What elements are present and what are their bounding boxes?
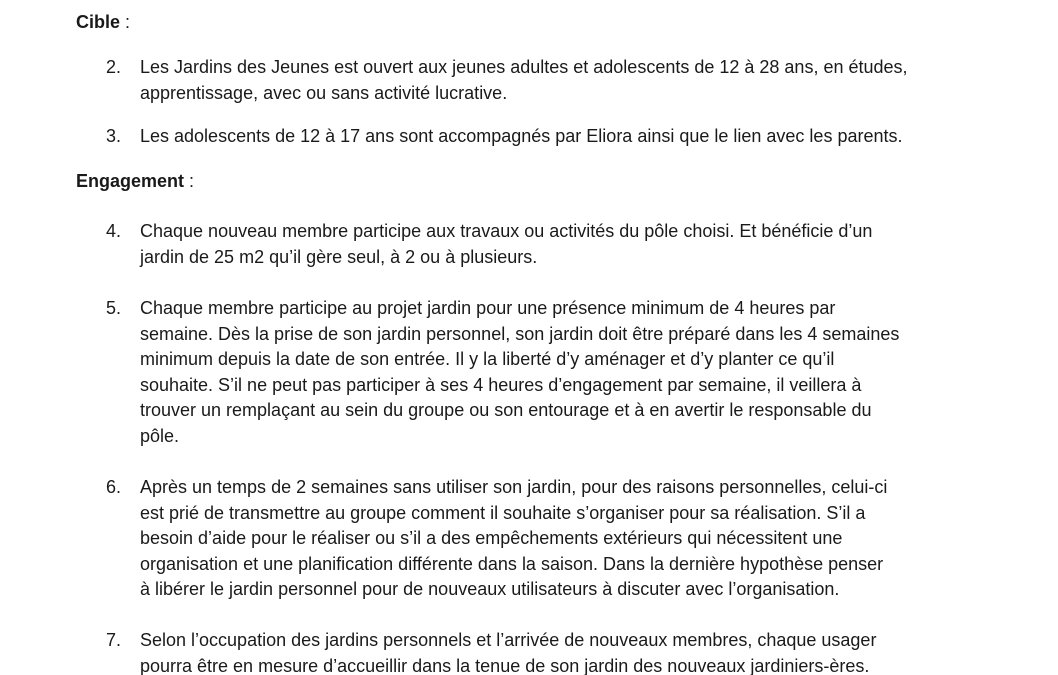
list-item-text: Les Jardins des Jeunes est ouvert aux jeunes adultes et adolescents de 12 à 28 ans, en études, apprentissage, avec ou sans activité lucrative. xyxy=(140,57,908,103)
list-item-text: Les adolescents de 12 à 17 ans sont accompagnés par Eliora ainsi que le lien avec les parents. xyxy=(140,126,903,146)
section-heading-cible xyxy=(76,9,130,35)
list-item-text: Après un temps de 2 semaines sans utiliser son jardin, pour des raisons personnelles, celui-ci est prié de transmettre au groupe comment il souhaite s’organiser pour sa réalisation. S’il a besoin d’aide pour le réaliser ou s’il a des empêchements extérieurs qui nécessitent une organisation et une planification différente dans la saison. Dans la dernière hypothèse penser à libérer le jardin personnel pour de nouveaux utilisateurs à discuter avec l’organisation. xyxy=(140,477,888,600)
list-item-text: Chaque membre participe au projet jardin pour une présence minimum de 4 heures par semaine. Dès la prise de son jardin personnel, son jardin doit être préparé dans les 4 semaines minimum depuis la date de son entrée. Il y la liberté d’y aménager et d’y planter ce qu’il souhaite. S’il ne peut pas participer à ses 4 heures d’engagement par semaine, il veillera à trouver un remplaçant au sein du groupe ou son entourage et à en avertir le responsable du pôle. xyxy=(140,298,900,446)
list-item xyxy=(106,475,996,603)
list-item xyxy=(106,628,996,675)
list-item xyxy=(106,124,996,150)
section-suffix: : xyxy=(120,12,131,32)
list-item-number: 5. xyxy=(106,298,122,318)
list-item-number: 4. xyxy=(106,221,122,241)
section-title: Cible xyxy=(76,12,121,32)
list-item-number: 6. xyxy=(106,477,122,497)
list-item-number: 3. xyxy=(106,126,122,146)
list-item-number: 7. xyxy=(106,630,122,650)
list-item xyxy=(106,296,996,450)
list-item-number: 2. xyxy=(106,57,122,77)
list-item-text: Chaque nouveau membre participe aux travaux ou activités du pôle choisi. Et bénéficie d’un jardin de 25 m2 qu’il gère seul, à 2 ou à plusieurs. xyxy=(140,221,873,267)
list-item xyxy=(106,219,996,270)
section-suffix: : xyxy=(184,171,195,191)
section-heading-engagement xyxy=(76,168,194,194)
list-item xyxy=(106,55,996,106)
list-item-text: Selon l’occupation des jardins personnels et l’arrivée de nouveaux membres, chaque usager pourra être en mesure d’accueillir dans la tenue de son jardin des nouveaux jardiniers-ères. xyxy=(140,630,877,675)
section-title: Engagement xyxy=(76,171,185,191)
